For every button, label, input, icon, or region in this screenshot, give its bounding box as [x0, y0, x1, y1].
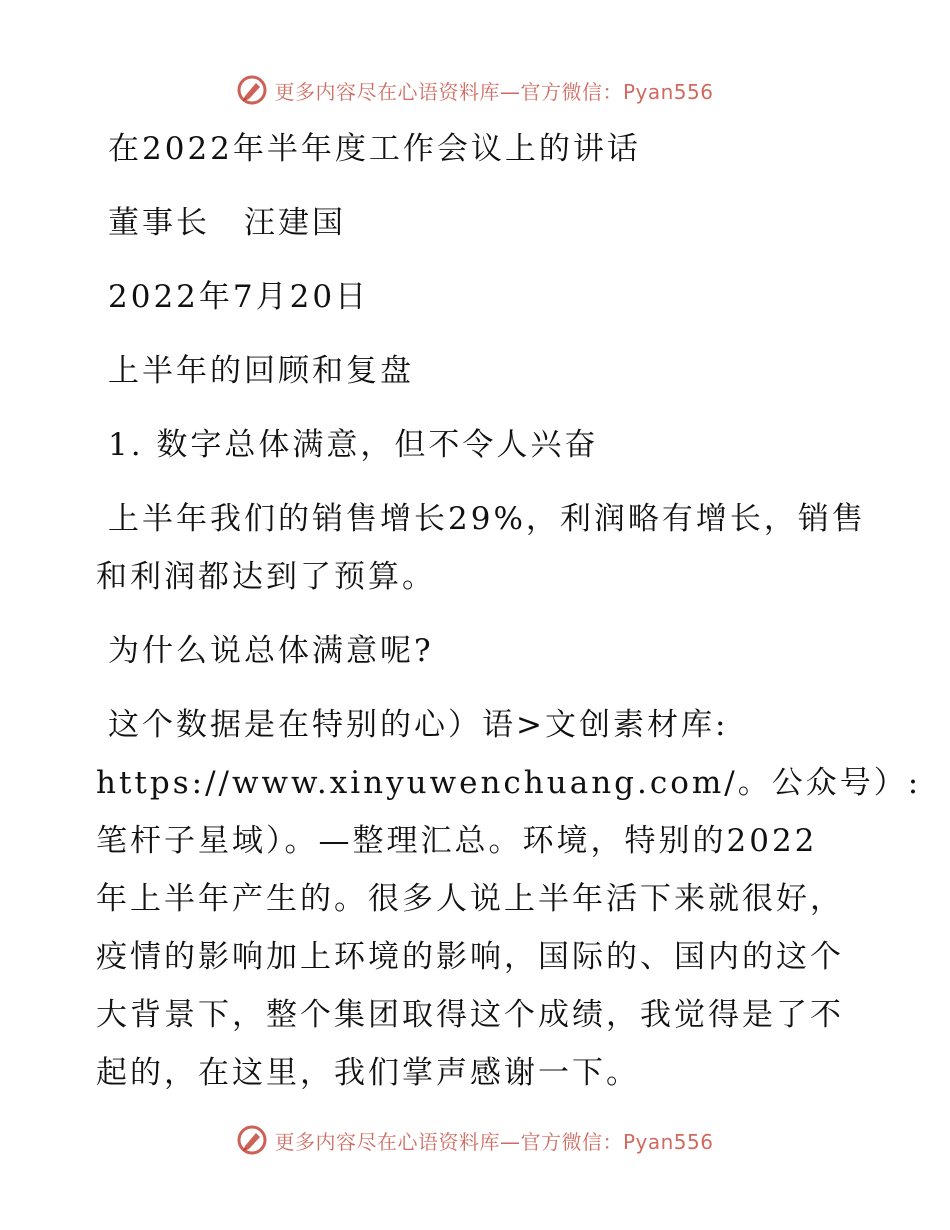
document-title: 在2022年半年度工作会议上的讲话 [108, 131, 641, 167]
paragraph-line: 上半年我们的销售增长29%，利润略有增长，销售 [108, 501, 866, 537]
subheading: 1. 数字总体满意，但不令人兴奋 [108, 427, 599, 463]
question-line: 为什么说总体满意呢? [108, 633, 434, 669]
watermark-text: 更多内容尽在心语资料库—官方微信：Pyan556 [274, 79, 714, 104]
paragraph-line: 笔杆子星域）。—整理汇总。环境，特别的2022 [96, 823, 818, 859]
section-heading: 上半年的回顾和复盘 [108, 353, 414, 389]
paragraph-line: 和利润都达到了预算。 [96, 559, 436, 595]
watermark-banner-bottom [0, 1122, 950, 1158]
paragraph-line: 这个数据是在特别的心）语>文创素材库: [108, 707, 729, 743]
pen-logo-icon [236, 74, 268, 106]
watermark-banner-top [0, 72, 950, 108]
paragraph-line: 起的，在这里，我们掌声感谢一下。 [96, 1055, 640, 1091]
document-body [96, 120, 922, 1102]
date-line: 2022年7月20日 [108, 279, 370, 315]
paragraph-line: https://www.xinyuwenchuang.com/。公众号）: [96, 765, 922, 801]
paragraph-line: 疫情的影响加上环境的影响，国际的、国内的这个 [96, 939, 844, 975]
paragraph-line: 年上半年产生的。很多人说上半年活下来就很好， [96, 881, 844, 917]
paragraph-environment [96, 696, 922, 1102]
watermark-text: 更多内容尽在心语资料库—官方微信：Pyan556 [274, 1129, 714, 1154]
speaker-line: 董事长 汪建国 [108, 205, 346, 241]
paragraph-sales [96, 490, 866, 606]
pen-logo-icon [236, 1124, 268, 1156]
paragraph-line: 大背景下，整个集团取得这个成绩，我觉得是了不 [96, 997, 844, 1033]
